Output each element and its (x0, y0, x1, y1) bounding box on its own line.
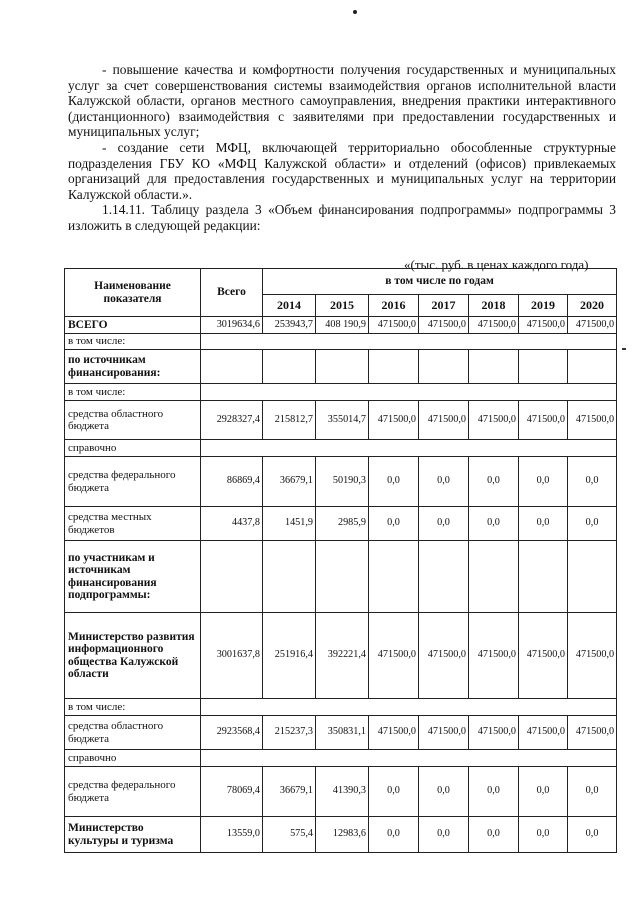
cell-year-value (316, 541, 369, 613)
cell-year-value: 0,0 (419, 767, 469, 817)
cell-year-value: 1451,9 (263, 507, 316, 541)
cell-year-value: 471500,0 (419, 401, 469, 440)
cell-year-value: 471500,0 (519, 716, 568, 750)
cell-year-value: 471500,0 (369, 317, 419, 334)
cell-total: 86869,4 (201, 457, 263, 507)
table-row (65, 767, 617, 817)
row-label: по источникам финансирования: (65, 350, 201, 384)
cell-total (201, 541, 263, 613)
cell-year-value: 0,0 (469, 507, 519, 541)
row-label: справочно (65, 750, 201, 767)
unit-note: «(тыс. руб. в ценах каждого года) (404, 257, 589, 272)
cell-year-value: 471500,0 (568, 613, 617, 699)
cell-total (201, 350, 263, 384)
body-text (68, 62, 616, 234)
table-row (65, 541, 617, 613)
table-row (65, 350, 617, 384)
table-row (65, 716, 617, 750)
cell-year-value: 355014,7 (316, 401, 369, 440)
financing-table (64, 268, 617, 853)
cell-year-value (519, 541, 568, 613)
cell-year-value: 251916,4 (263, 613, 316, 699)
cell-year-value: 471500,0 (469, 401, 519, 440)
row-label: ВСЕГО (65, 317, 201, 334)
cell-year-value: 0,0 (519, 457, 568, 507)
header-year: 2017 (419, 295, 469, 317)
cell-year-value (519, 350, 568, 384)
cell-year-value: 471500,0 (519, 317, 568, 334)
header-year: 2016 (369, 295, 419, 317)
row-empty-span (201, 440, 617, 457)
cell-year-value: 36679,1 (263, 767, 316, 817)
cell-year-value (568, 541, 617, 613)
table-row (65, 817, 617, 853)
cell-total: 3019634,6 (201, 317, 263, 334)
cell-year-value: 0,0 (369, 457, 419, 507)
cell-year-value: 471500,0 (419, 716, 469, 750)
paragraph-improvement: - повышение качества и комфортности получения государственных и муниципальных услуг за счет совершенствования системы взаимодействия органов исполнительной власти Калужской области, органов местного самоуправления, внедрения практики интерактивного (дистанционного) взаимодействия с заявителями при предоставлении государственных и муниципальных услуг; (68, 62, 616, 140)
cell-total: 3001637,8 (201, 613, 263, 699)
row-empty-span (201, 384, 617, 401)
row-label: Министерство развития информационного общества Калужской области (65, 613, 201, 699)
table-body (65, 317, 617, 853)
table-row (65, 457, 617, 507)
cell-year-value: 50190,3 (316, 457, 369, 507)
table-row (65, 613, 617, 699)
page-dot (353, 10, 357, 14)
cell-year-value (568, 350, 617, 384)
cell-year-value: 0,0 (568, 457, 617, 507)
cell-year-value: 0,0 (419, 457, 469, 507)
cell-year-value: 253943,7 (263, 317, 316, 334)
cell-year-value: 471500,0 (469, 716, 519, 750)
row-empty-span (201, 334, 617, 350)
cell-year-value: 0,0 (419, 507, 469, 541)
row-label: средства местных бюджетов (65, 507, 201, 541)
cell-year-value: 12983,6 (316, 817, 369, 853)
row-label: средства областного бюджета (65, 716, 201, 750)
cell-year-value: 0,0 (519, 507, 568, 541)
cell-year-value: 0,0 (469, 457, 519, 507)
cell-total: 2928327,4 (201, 401, 263, 440)
cell-total: 4437,8 (201, 507, 263, 541)
cell-year-value: 392221,4 (316, 613, 369, 699)
paragraph-amendment: 1.14.11. Таблицу раздела 3 «Объем финансирования подпрограммы» подпрограммы 3 изложить в следующей редакции: (68, 202, 616, 233)
table-row (65, 401, 617, 440)
header-by-years: в том числе по годам (263, 269, 617, 295)
cell-total: 2923568,4 (201, 716, 263, 750)
row-label: Министерство культуры и туризма (65, 817, 201, 853)
cell-year-value (316, 350, 369, 384)
table-row (65, 334, 617, 350)
cell-year-value: 215812,7 (263, 401, 316, 440)
cell-year-value: 0,0 (568, 767, 617, 817)
cell-year-value (369, 350, 419, 384)
row-label: средства областного бюджета (65, 401, 201, 440)
cell-year-value: 0,0 (568, 817, 617, 853)
cell-year-value: 471500,0 (369, 613, 419, 699)
cell-year-value: 471500,0 (519, 613, 568, 699)
row-label: по участникам и источникам финансирования подпрограммы: (65, 541, 201, 613)
cell-year-value: 471500,0 (469, 317, 519, 334)
table-row (65, 384, 617, 401)
cell-year-value: 0,0 (469, 767, 519, 817)
row-label: средства федерального бюджета (65, 457, 201, 507)
cell-year-value: 0,0 (519, 767, 568, 817)
cell-year-value: 350831,1 (316, 716, 369, 750)
row-label: в том числе: (65, 384, 201, 401)
cell-year-value: 2985,9 (316, 507, 369, 541)
cell-year-value: 471500,0 (369, 716, 419, 750)
cell-year-value: 471500,0 (419, 613, 469, 699)
table-row (65, 507, 617, 541)
cell-year-value (263, 350, 316, 384)
cell-year-value: 215237,3 (263, 716, 316, 750)
cell-year-value: 471500,0 (568, 401, 617, 440)
header-year: 2015 (316, 295, 369, 317)
cell-year-value: 471500,0 (419, 317, 469, 334)
row-empty-span (201, 750, 617, 767)
cell-year-value: 471500,0 (469, 613, 519, 699)
header-name: Наименование показателя (65, 269, 201, 317)
table-row (65, 699, 617, 716)
cell-year-value: 575,4 (263, 817, 316, 853)
cell-year-value: 0,0 (369, 817, 419, 853)
row-label: в том числе: (65, 334, 201, 350)
cell-year-value: 471500,0 (519, 401, 568, 440)
cell-year-value: 0,0 (369, 507, 419, 541)
header-total: Всего (201, 269, 263, 317)
cell-year-value (419, 541, 469, 613)
cell-total: 13559,0 (201, 817, 263, 853)
header-year: 2018 (469, 295, 519, 317)
cell-year-value (469, 350, 519, 384)
header-year: 2019 (519, 295, 568, 317)
row-empty-span (201, 699, 617, 716)
cell-total: 78069,4 (201, 767, 263, 817)
margin-mark (622, 348, 626, 350)
cell-year-value: 41390,3 (316, 767, 369, 817)
table-row (65, 750, 617, 767)
cell-year-value (369, 541, 419, 613)
cell-year-value: 0,0 (369, 767, 419, 817)
cell-year-value (469, 541, 519, 613)
cell-year-value (263, 541, 316, 613)
table-row (65, 440, 617, 457)
cell-year-value: 408 190,9 (316, 317, 369, 334)
row-label: средства федерального бюджета (65, 767, 201, 817)
header-year: 2014 (263, 295, 316, 317)
row-label: в том числе: (65, 699, 201, 716)
cell-year-value: 471500,0 (568, 317, 617, 334)
paragraph-mfc-network: - создание сети МФЦ, включающей территориально обособленные структурные подразделения ГБУ КО «МФЦ Калужской области» и отделений (офисов) привлекаемых организаций для предоставления государственных и муниципальных услуг на территории Калужской области.». (68, 139, 616, 202)
cell-year-value: 36679,1 (263, 457, 316, 507)
table-row (65, 317, 617, 334)
cell-year-value: 0,0 (419, 817, 469, 853)
cell-year-value: 0,0 (568, 507, 617, 541)
cell-year-value: 471500,0 (369, 401, 419, 440)
header-year: 2020 (568, 295, 617, 317)
cell-year-value: 0,0 (519, 817, 568, 853)
cell-year-value (419, 350, 469, 384)
cell-year-value: 471500,0 (568, 716, 617, 750)
row-label: справочно (65, 440, 201, 457)
cell-year-value: 0,0 (469, 817, 519, 853)
